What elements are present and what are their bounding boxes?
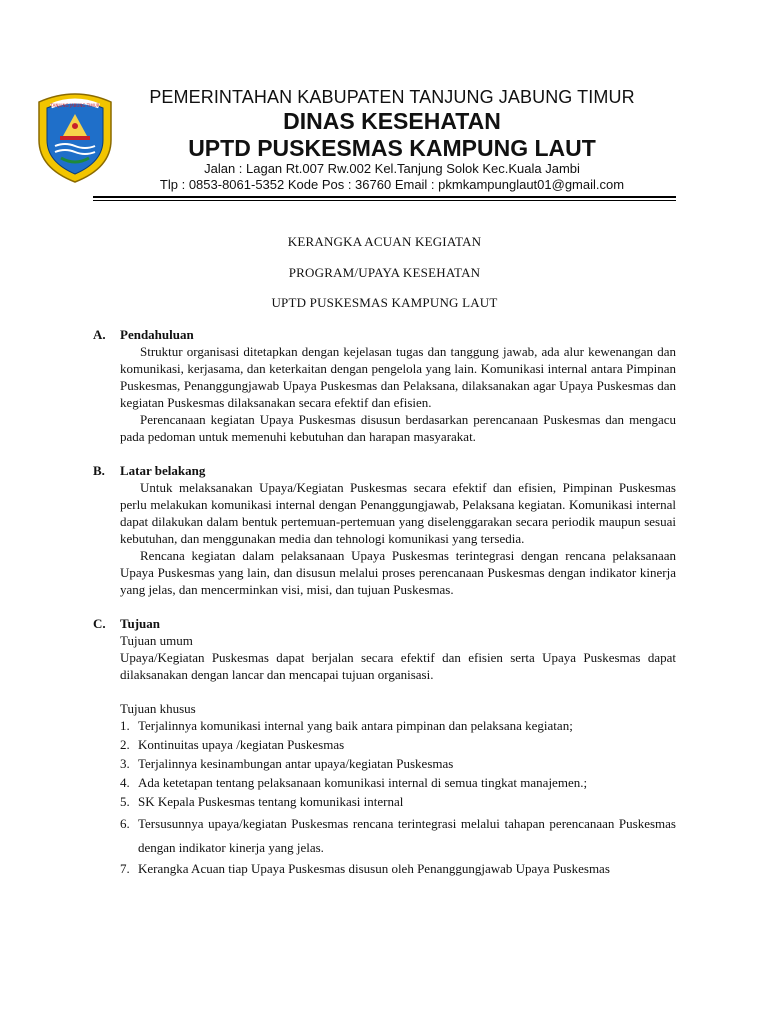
list-item	[120, 812, 676, 860]
letterhead-unit: UPTD PUSKESMAS KAMPUNG LAUT	[188, 135, 596, 161]
list-number: 7.	[120, 861, 130, 876]
list-number: 5.	[120, 794, 130, 809]
section-title: Pendahuluan	[120, 327, 194, 342]
letterhead-government: PEMERINTAHAN KABUPATEN TANJUNG JABUNG TIMUR	[149, 87, 635, 107]
paragraph: Untuk melaksanakan Upaya/Kegiatan Puskesmas secara efektif dan efisien, Pimpinan Puskesmas perlu melakukan komunikasi internal dengan Penanggungjawab, Pelaksana kegiatan. Komunikasi internal dapat dilakukan dalam bentuk pertemuan-pertemuan yang diselenggarakan secara periodik maupun sesuai kebutuhan, dan menggunakan media dan tehnologi komunikasi yang tersedia.	[120, 480, 676, 546]
list-number: 4.	[120, 775, 130, 790]
list-number: 2.	[120, 737, 130, 752]
list-text: Terjalinnya kesinambungan antar upaya/kegiatan Puskesmas	[138, 756, 454, 771]
paragraph: Struktur organisasi ditetapkan dengan kejelasan tugas dan tanggung jawab, ada alur kewenangan dan komunikasi, kerjasama, dan keterkaitan dengan pengelola yang lain. Komunikasi internal antara Pimpinan Puskesmas, Penanggungjawab Upaya Puskesmas dan Pelaksana, dilaksanakan agar Upaya Puskesmas dan kegiatan Puskesmas dilaksanakan secara efektif dan efisien.	[120, 344, 676, 410]
section-heading-b	[93, 462, 676, 479]
list-number: 1.	[120, 718, 130, 733]
list-text: Terjalinnya komunikasi internal yang baik antara pimpinan dan pelaksana kegiatan;	[138, 718, 573, 733]
section-title: Tujuan	[120, 616, 160, 631]
section-title: Latar belakang	[120, 463, 206, 478]
emblem-caption: TANJUNG JABUNG TIMUR	[50, 103, 100, 108]
list-text: Kerangka Acuan tiap Upaya Puskesmas disusun oleh Penanggungjawab Upaya Puskesmas	[138, 861, 610, 876]
document-titles	[93, 234, 676, 326]
letterhead	[112, 86, 672, 193]
letterhead-address: Jalan : Lagan Rt.007 Rw.002 Kel.Tanjung Solok Kec.Kuala Jambi	[204, 161, 580, 176]
list-number: 3.	[120, 756, 130, 771]
section-a-body	[93, 343, 676, 445]
section-heading-c	[93, 615, 676, 632]
letterhead-department: DINAS KESEHATAN	[283, 108, 501, 134]
regency-emblem-icon	[33, 88, 117, 184]
letterhead-divider	[93, 196, 676, 198]
subheading: Tujuan umum	[120, 633, 193, 648]
list-item	[120, 736, 676, 753]
document-subtitle: PROGRAM/UPAYA KESEHATAN	[288, 264, 481, 280]
paragraph: Upaya/Kegiatan Puskesmas dapat berjalan secara efektif dan efisien serta Upaya Puskesmas dapat dilaksanakan dengan lancar dan mencapai tujuan organisasi.	[120, 650, 676, 682]
letterhead-contact: Tlp : 0853-8061-5352 Kode Pos : 36760 Email : pkmkampunglaut01@gmail.com	[159, 177, 625, 192]
section-letter: C.	[93, 616, 106, 631]
paragraph: Perencanaan kegiatan Upaya Puskesmas disusun berdasarkan perencanaan Puskesmas dan mengacu pada pedoman untuk memenuhi kebutuhan dan harapan masyarakat.	[120, 412, 676, 444]
letterhead-divider-thin	[93, 200, 676, 201]
subheading: Tujuan khusus	[120, 701, 196, 716]
section-heading-a	[93, 326, 676, 343]
section-c-body	[93, 632, 676, 877]
paragraph: Rencana kegiatan dalam pelaksanaan Upaya Puskesmas terintegrasi dengan rencana pelaksanaan Upaya Puskesmas yang lain, dan disusun melalui proses perencanaan Puskesmas dengan indikator kinerja yang jelas, dan mencerminkan visi, misi, dan tujuan Puskesmas.	[120, 548, 676, 597]
list-item	[120, 860, 676, 877]
list-text: Tersusunnya upaya/kegiatan Puskesmas rencana terintegrasi melalui tahapan perencanaan Puskesmas dengan indikator kinerja yang jelas.	[138, 816, 676, 855]
list-item	[120, 793, 676, 810]
list-text: Ada ketetapan tentang pelaksanaan komunikasi internal di semua tingkat manajemen.;	[138, 775, 588, 790]
section-letter: B.	[93, 463, 105, 478]
list-text: Kontinuitas upaya /kegiatan Puskesmas	[138, 737, 345, 752]
section-b-body	[93, 479, 676, 598]
list-item	[120, 755, 676, 772]
document-institution: UPTD PUSKESMAS KAMPUNG LAUT	[271, 295, 498, 310]
objectives-list	[120, 717, 676, 877]
list-number: 6.	[120, 816, 130, 831]
document-title: KERANGKA ACUAN KEGIATAN	[287, 234, 482, 249]
list-text: SK Kepala Puskesmas tentang komunikasi internal	[138, 794, 404, 809]
section-letter: A.	[93, 327, 106, 342]
list-item	[120, 717, 676, 734]
document-body	[93, 326, 676, 879]
list-item	[120, 774, 676, 791]
